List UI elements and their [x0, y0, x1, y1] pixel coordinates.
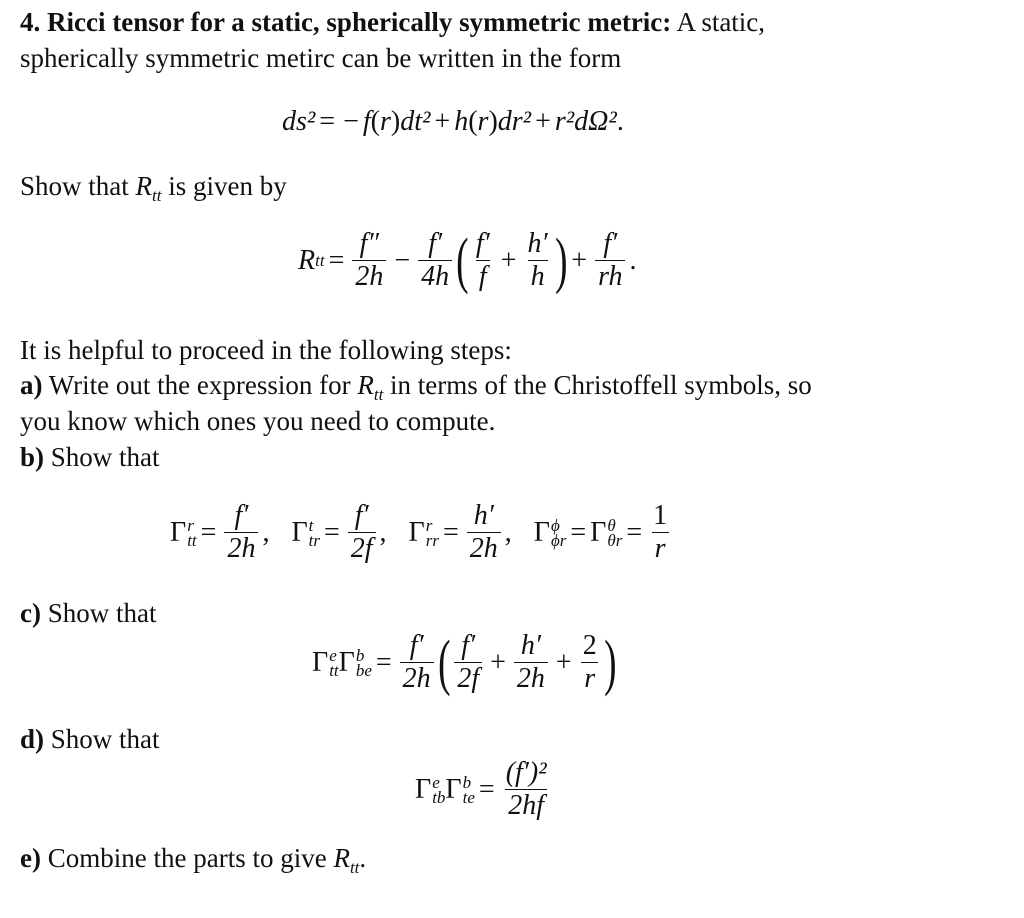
intro-text: A static,	[671, 7, 766, 37]
operator: =	[319, 106, 336, 137]
show-rtt-line	[20, 168, 287, 214]
operator: =	[328, 244, 345, 276]
christoffel-symbol	[534, 517, 567, 549]
step-c-text: Show that	[40, 598, 157, 628]
denominator	[581, 662, 598, 695]
show-text: Show that	[20, 171, 136, 201]
christoffel-symbol	[291, 517, 320, 549]
christoffel-indices	[432, 772, 446, 807]
christoffel-indices	[308, 515, 320, 550]
step-d-label: d)	[20, 724, 45, 754]
denominator	[505, 789, 547, 822]
fraction	[348, 500, 376, 565]
numerator	[518, 630, 544, 662]
upper-index: t	[308, 515, 314, 535]
denominator	[528, 260, 548, 293]
step-a-label: a)	[20, 370, 43, 400]
step-e-label: e)	[20, 843, 41, 873]
step-e-text: Combine the parts to give	[40, 843, 334, 873]
lower-index: te	[462, 787, 475, 807]
step-b-label: b)	[20, 442, 45, 472]
numerator	[525, 228, 551, 260]
denominator	[514, 662, 548, 695]
math-term: 2hf	[508, 790, 545, 821]
gamma-glyph: Γ	[312, 646, 329, 678]
denominator	[352, 260, 386, 293]
step-e-line	[20, 840, 366, 886]
christoffel-indices	[187, 515, 197, 550]
upper-index: e	[329, 645, 337, 665]
operator: +	[571, 244, 588, 276]
operator: +	[555, 646, 572, 678]
upper-index: b	[462, 772, 472, 792]
christoffel-indices	[550, 515, 567, 550]
christoffel-indices	[329, 645, 339, 680]
lower-index: tr	[308, 530, 320, 550]
christoffel-indices	[355, 645, 372, 680]
fraction	[650, 500, 670, 565]
step-d-line	[20, 721, 160, 757]
math-term: dr²	[497, 106, 532, 137]
math-term: f	[362, 106, 371, 137]
math-term: f″	[359, 228, 380, 259]
math-term: f′	[475, 228, 490, 259]
operator: =	[200, 516, 217, 548]
denominator	[418, 260, 452, 293]
math-term: f′	[603, 228, 618, 259]
denominator	[400, 662, 434, 695]
part-d-equation	[415, 757, 554, 822]
denominator	[454, 662, 482, 695]
gamma-glyph: Γ	[291, 516, 308, 548]
operator: −	[343, 106, 359, 137]
math-term: 1	[653, 500, 668, 531]
gamma-glyph: Γ	[408, 516, 425, 548]
period: .	[359, 843, 367, 873]
denominator	[467, 532, 501, 565]
math-term: dt²	[400, 106, 431, 137]
fraction	[525, 228, 551, 293]
show-text-end: is given by	[161, 171, 287, 201]
christoffel-symbol	[170, 517, 197, 549]
step-c-label: c)	[20, 598, 41, 628]
lower-index: tb	[432, 787, 446, 807]
ricci-index: tt	[152, 186, 162, 205]
math-term: 2	[582, 630, 597, 661]
upper-index: e	[432, 772, 440, 792]
math-term: 2f	[350, 533, 373, 564]
numerator	[580, 630, 600, 662]
problem-heading: 4. Ricci tensor for a static, spherically symmetric metric:	[20, 7, 672, 37]
ricci-symbol: R	[333, 843, 350, 873]
math-term: f′	[409, 630, 424, 661]
math-term: r	[654, 533, 666, 564]
ricci-symbol: R	[135, 171, 153, 201]
math-term: ,	[379, 516, 387, 548]
math-term: h	[530, 261, 545, 292]
large-parenthesis: (	[456, 226, 469, 295]
intro-line-2: spherically symmetric metirc can be written in the form	[20, 43, 622, 73]
large-parenthesis: )	[603, 628, 617, 697]
math-term: h′	[520, 630, 541, 661]
math-term: 2h	[516, 663, 545, 694]
numerator	[473, 228, 493, 260]
gamma-glyph: Γ	[590, 516, 607, 548]
numerator	[458, 630, 478, 662]
lower-index: tt	[187, 530, 197, 550]
fraction	[473, 228, 493, 293]
upper-index: b	[355, 645, 365, 665]
rtt-equation	[298, 228, 636, 293]
fraction	[595, 228, 625, 293]
christoffel-symbol	[409, 517, 439, 549]
math-term: h	[454, 106, 469, 137]
lower-index: be	[355, 660, 372, 680]
numerator	[503, 757, 550, 789]
math-term: 4h	[421, 261, 450, 292]
math-term: f′	[428, 228, 443, 259]
numerator	[650, 500, 670, 532]
math-term: (f′)²	[505, 757, 547, 788]
math-term: R	[298, 244, 316, 276]
christoffel-symbol	[339, 647, 372, 679]
math-term: r	[380, 106, 391, 137]
fraction	[352, 228, 386, 293]
ricci-symbol: R	[357, 370, 374, 400]
math-term: ,	[504, 516, 512, 548]
subscript: tt	[315, 250, 325, 270]
gamma-glyph: Γ	[533, 516, 550, 548]
numerator	[407, 630, 427, 662]
large-parenthesis: )	[554, 226, 568, 295]
operator: +	[500, 244, 517, 276]
math-term: r²dΩ²	[554, 106, 617, 137]
math-term: f′	[234, 500, 249, 531]
step-c-line	[20, 595, 157, 631]
operator: =	[442, 516, 459, 548]
fraction	[467, 500, 501, 565]
gamma-glyph: Γ	[338, 646, 355, 678]
operator: =	[626, 516, 643, 548]
upper-index: r	[425, 515, 433, 535]
christoffel-indices	[425, 515, 439, 550]
math-term: f	[478, 261, 487, 292]
operator: +	[434, 106, 451, 137]
christoffel-symbol	[415, 774, 445, 806]
helpful-line: It is helpful to proceed in the following steps:	[20, 335, 512, 365]
gamma-glyph: Γ	[415, 773, 432, 805]
step-d-text: Show that	[44, 724, 160, 754]
operator: −	[394, 244, 411, 276]
ricci-index: tt	[349, 858, 360, 877]
math-term: f′	[354, 500, 369, 531]
step-a-line-2: you know which ones you need to compute.	[20, 406, 496, 436]
step-b-text: Show that	[44, 442, 160, 472]
math-term: 2h	[469, 533, 498, 564]
denominator	[224, 532, 258, 565]
fraction	[514, 630, 548, 695]
ricci-index: tt	[373, 385, 384, 404]
christoffel-indices	[607, 515, 623, 550]
math-term: r	[477, 106, 489, 137]
operator: =	[323, 516, 340, 548]
christoffel-equations	[170, 500, 674, 565]
lower-index: ϕr	[550, 530, 567, 550]
math-term: )	[488, 106, 498, 137]
step-a-text: Write out the expression for	[42, 370, 358, 400]
math-term: 2h	[355, 261, 384, 292]
math-term: 2h	[402, 663, 431, 694]
numerator	[352, 500, 372, 532]
math-term: f′	[461, 630, 476, 661]
denominator	[476, 260, 490, 293]
gamma-glyph: Γ	[445, 773, 462, 805]
denominator	[348, 532, 376, 565]
denominator	[595, 260, 625, 293]
christoffel-symbol	[590, 517, 622, 549]
math-term: .	[616, 106, 624, 137]
math-term: .	[629, 244, 637, 276]
upper-index: θ	[607, 515, 616, 535]
operator: =	[478, 773, 495, 805]
math-term: 2f	[457, 663, 480, 694]
step-a-text-2: in terms of the Christoffell symbols, so	[383, 370, 812, 400]
lower-index: tt	[329, 660, 339, 680]
upper-index: r	[187, 515, 194, 535]
math-term: (	[468, 106, 478, 137]
christoffel-indices	[462, 772, 475, 807]
math-term: (	[370, 106, 380, 137]
lower-index: θr	[607, 530, 623, 550]
numerator	[231, 500, 251, 532]
fraction	[400, 630, 434, 695]
math-term: ds²	[282, 106, 316, 137]
problem-heading-line	[20, 4, 765, 40]
math-term: h′	[527, 228, 548, 259]
upper-index: ϕ	[550, 515, 560, 535]
math-term: h′	[473, 500, 494, 531]
operator: +	[535, 106, 551, 137]
math-term: )	[390, 106, 401, 137]
math-term: r	[584, 663, 596, 694]
numerator	[471, 500, 497, 532]
step-b-line	[20, 439, 160, 475]
lower-index: rr	[425, 530, 439, 550]
operator: +	[490, 646, 506, 678]
large-parenthesis: (	[437, 628, 451, 697]
fraction	[418, 228, 452, 293]
operator: =	[570, 516, 587, 548]
math-term: 2h	[227, 533, 256, 564]
fraction	[580, 630, 600, 695]
christoffel-symbol	[312, 647, 339, 679]
fraction	[454, 630, 482, 695]
numerator	[425, 228, 445, 260]
metric-equation	[282, 106, 624, 138]
fraction	[503, 757, 550, 822]
denominator	[652, 532, 669, 565]
gamma-glyph: Γ	[170, 516, 187, 548]
part-c-equation	[312, 630, 616, 695]
operator: =	[375, 646, 392, 678]
fraction	[224, 500, 258, 565]
math-term: ,	[262, 516, 270, 548]
numerator	[600, 228, 620, 260]
math-term: rh	[598, 261, 623, 292]
numerator	[357, 228, 382, 260]
christoffel-symbol	[445, 774, 474, 806]
